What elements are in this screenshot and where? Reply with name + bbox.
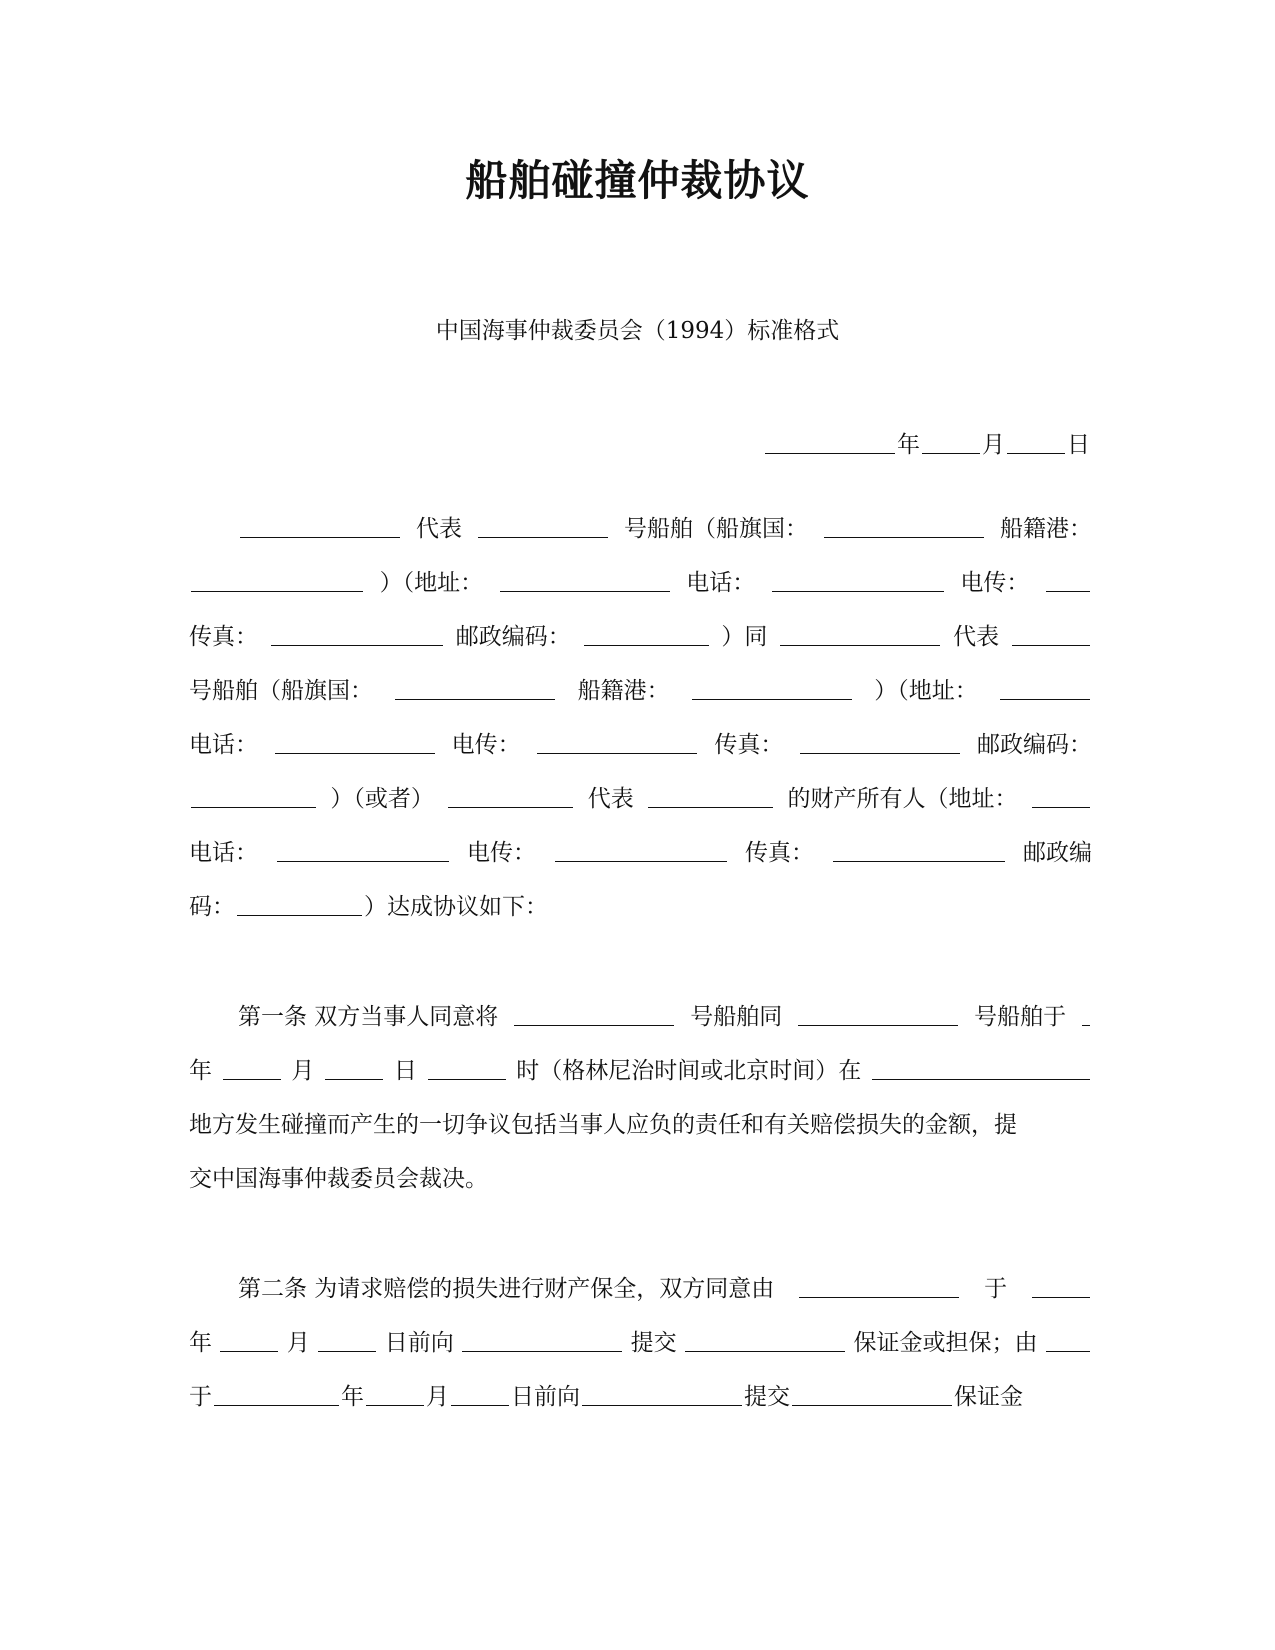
article2-text: 于 (984, 1276, 1008, 1302)
article1-text: 月 (291, 1058, 315, 1084)
preamble-text: 代表 (953, 624, 1000, 650)
collision-ship-b-blank[interactable] (798, 1024, 958, 1026)
preamble-line-7 (189, 836, 1092, 870)
article2-text: 月 (426, 1384, 449, 1410)
preamble-text: 号船舶（船旗国： (624, 516, 808, 542)
preamble-text: 电传： (467, 840, 536, 866)
security-amount-b-blank[interactable] (792, 1404, 952, 1406)
telex-a-blank[interactable] (1046, 590, 1090, 592)
article1-line-1 (238, 1000, 1092, 1034)
preamble-text: 传真： (745, 840, 814, 866)
postcode-b-blank[interactable] (191, 806, 316, 808)
document-subtitle: 中国海事仲裁委员会（1994）标准格式 (435, 318, 840, 344)
fax-b-blank[interactable] (800, 752, 960, 754)
preamble-line-2 (189, 566, 1092, 600)
preamble-line-3 (189, 620, 1092, 654)
party-c-blank[interactable] (448, 806, 573, 808)
security-month-a-blank[interactable] (220, 1350, 278, 1352)
article1-text: 号船舶同 (690, 1004, 783, 1030)
date-line (763, 428, 1090, 462)
telex-c-blank[interactable] (555, 860, 727, 862)
day-blank[interactable] (1007, 452, 1065, 454)
security-recipient-b-blank[interactable] (582, 1404, 742, 1406)
address-c-blank[interactable] (1032, 806, 1090, 808)
article1-text: 第一条 双方当事人同意将 (238, 1004, 499, 1030)
preamble-line-4 (189, 674, 1092, 708)
preamble-text: 船籍港： (577, 678, 670, 704)
party-a-blank[interactable] (240, 536, 400, 538)
flag-a-blank[interactable] (824, 536, 984, 538)
article2-text: 提交 (630, 1330, 677, 1356)
preamble-text: 邮政编码： (976, 732, 1092, 758)
month-blank[interactable] (922, 452, 980, 454)
port-b-blank[interactable] (692, 698, 852, 700)
preamble-text: 船籍港： (1000, 516, 1092, 542)
security-amount-a-blank[interactable] (685, 1350, 845, 1352)
article2-text: 年 (341, 1384, 364, 1410)
security-month-b-blank[interactable] (366, 1404, 424, 1406)
security-year-b-blank[interactable] (214, 1404, 339, 1406)
preamble-text: ）（地址： (874, 678, 978, 704)
month-label: 月 (982, 432, 1005, 458)
preamble-text: 电话： (189, 840, 258, 866)
preamble-text: ）达成协议如下： (364, 894, 548, 920)
preamble-line-1 (238, 512, 1092, 546)
article2-text: 于 (189, 1384, 212, 1410)
article2-text: 日前向 (511, 1384, 580, 1410)
article2-text: 保证金 (954, 1384, 1023, 1410)
preamble-text: 传真： (189, 624, 258, 650)
preamble-line-5 (189, 728, 1092, 762)
article2-text: 第二条 为请求赔偿的损失进行财产保全，双方同意由 (238, 1276, 775, 1302)
phone-b-blank[interactable] (275, 752, 435, 754)
preamble-line-6 (189, 782, 1092, 816)
preamble-text: 电话： (686, 570, 756, 596)
address-b-blank[interactable] (1000, 698, 1090, 700)
security-party-b-blank[interactable] (1046, 1350, 1090, 1352)
fax-a-blank[interactable] (271, 644, 443, 646)
address-a-blank[interactable] (500, 590, 670, 592)
collision-place-blank[interactable] (872, 1078, 1090, 1080)
article2-line-1 (238, 1272, 1092, 1306)
security-party-a-blank[interactable] (799, 1296, 959, 1298)
security-day-b-blank[interactable] (451, 1404, 509, 1406)
preamble-text: ）同 (721, 624, 768, 650)
preamble-text: 的财产所有人（地址： (787, 786, 1018, 812)
article2-text: 日前向 (384, 1330, 454, 1356)
telex-b-blank[interactable] (537, 752, 697, 754)
article2-text: 月 (286, 1330, 310, 1356)
article2-line-3 (189, 1380, 1092, 1414)
preamble-text: 代表 (416, 516, 462, 542)
preamble-text: 邮政编码： (455, 624, 571, 650)
article1-text: 时（格林尼治时间或北京时间）在 (516, 1058, 862, 1084)
ship-b-blank[interactable] (1012, 644, 1090, 646)
flag-b-blank[interactable] (395, 698, 555, 700)
preamble-text: 代表 (587, 786, 634, 812)
preamble-text: 电传： (451, 732, 521, 758)
preamble-text: 传真： (714, 732, 784, 758)
document-title: 船舶碰撞仲裁协议 (465, 156, 810, 205)
article1-line-2 (189, 1054, 1092, 1088)
phone-a-blank[interactable] (772, 590, 944, 592)
article2-text: 保证金或担保；由 (853, 1330, 1038, 1356)
year-label: 年 (897, 432, 920, 458)
postcode-a-blank[interactable] (584, 644, 709, 646)
collision-month-blank[interactable] (223, 1078, 281, 1080)
article1-line-4: 交中国海事仲裁委员会裁决。 (189, 1166, 488, 1192)
preamble-text: 电话： (189, 732, 258, 758)
day-label: 日 (1067, 432, 1090, 458)
article1-text: 年 (189, 1058, 212, 1084)
property-owner-blank[interactable] (648, 806, 773, 808)
article1-text: 号船舶于 (974, 1004, 1067, 1030)
security-year-a-blank[interactable] (1032, 1296, 1090, 1298)
collision-day-blank[interactable] (325, 1078, 383, 1080)
security-day-a-blank[interactable] (318, 1350, 376, 1352)
preamble-text: ）（地址： (379, 570, 484, 596)
port-a-blank[interactable] (191, 590, 363, 592)
preamble-line-8 (189, 890, 1092, 924)
year-blank[interactable] (765, 452, 895, 454)
collision-year-blank[interactable] (1082, 1024, 1090, 1026)
preamble-text: 码： (189, 894, 235, 920)
preamble-text: 号船舶（船旗国： (189, 678, 373, 704)
article1-line-3: 地方发生碰撞而产生的一切争议包括当事人应负的责任和有关赔偿损失的金额，提 (189, 1112, 1017, 1138)
phone-c-blank[interactable] (277, 860, 449, 862)
article1-text: 日 (393, 1058, 417, 1084)
postcode-c-blank[interactable] (237, 914, 362, 916)
security-recipient-a-blank[interactable] (462, 1350, 622, 1352)
fax-c-blank[interactable] (833, 860, 1005, 862)
preamble-text: 邮政编 (1023, 840, 1092, 866)
preamble-text: ）（或者） (330, 786, 434, 812)
article2-text: 提交 (744, 1384, 790, 1410)
party-b-blank[interactable] (780, 644, 940, 646)
article2-line-2 (189, 1326, 1092, 1360)
collision-ship-a-blank[interactable] (514, 1024, 674, 1026)
preamble-text: 电传： (960, 570, 1030, 596)
article2-text: 年 (189, 1330, 212, 1356)
ship-a-blank[interactable] (478, 536, 608, 538)
collision-hour-blank[interactable] (428, 1078, 506, 1080)
